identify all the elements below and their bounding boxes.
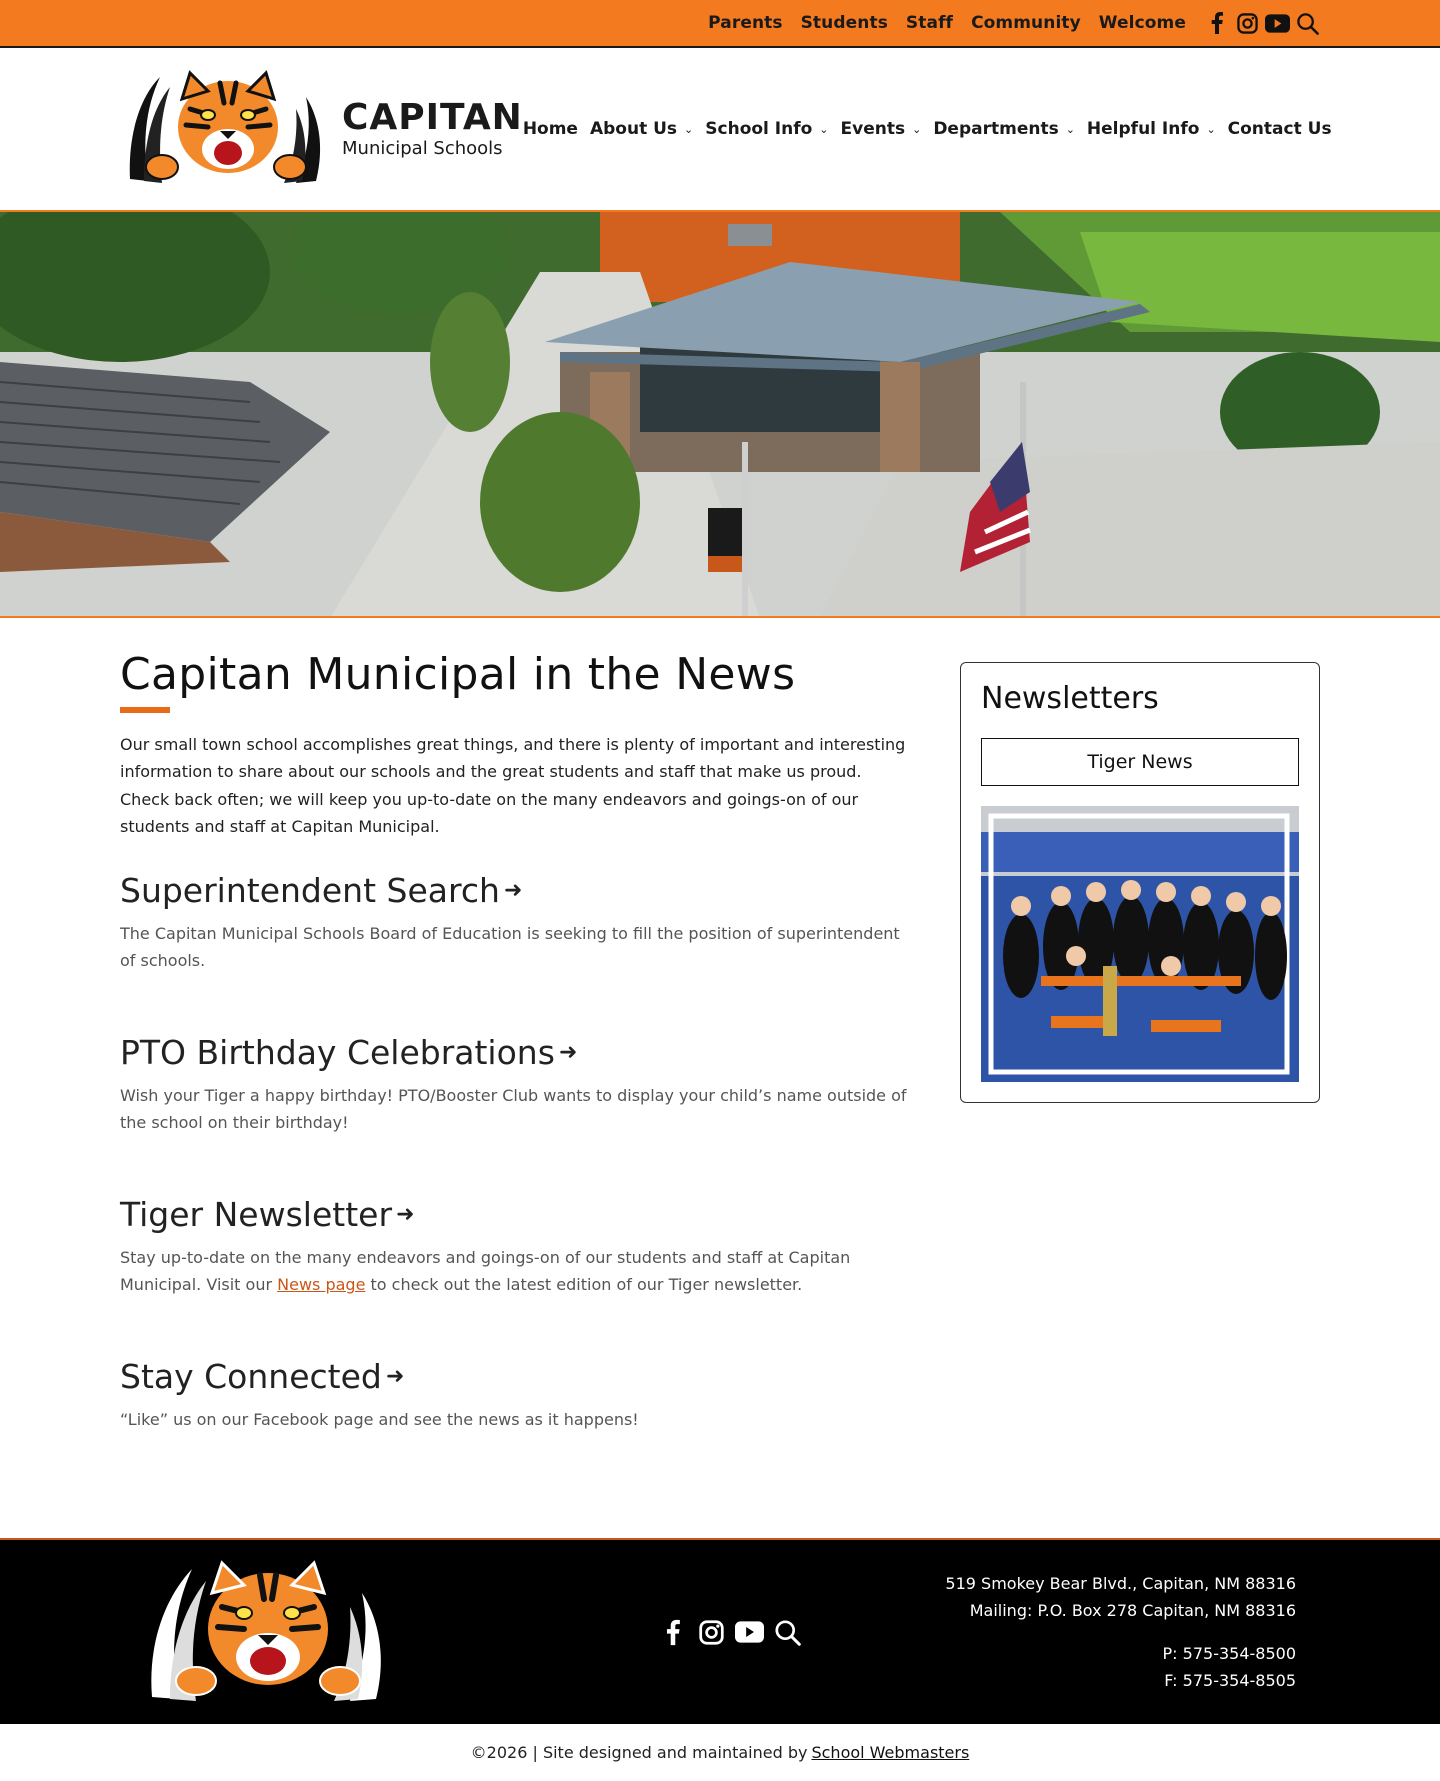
footer-social-icons bbox=[656, 1615, 804, 1649]
audience-nav bbox=[708, 13, 1186, 33]
news-item bbox=[120, 871, 910, 975]
nav-label: Helpful Info bbox=[1086, 119, 1200, 139]
news-column bbox=[120, 650, 910, 1538]
news-summary bbox=[120, 1244, 910, 1299]
nav-label: Events bbox=[840, 119, 906, 139]
chevron-down-icon: ⌄ bbox=[1065, 122, 1075, 136]
nav-label: About Us bbox=[589, 119, 678, 139]
search-icon[interactable] bbox=[770, 1615, 804, 1649]
arrow-right-icon[interactable]: ➜ bbox=[385, 1363, 405, 1389]
social-icons bbox=[1204, 10, 1320, 36]
summary-text: to check out the latest edition of our Tiger newsletter. bbox=[370, 1275, 803, 1295]
school-webmasters-link[interactable]: School Webmasters bbox=[811, 1742, 970, 1762]
arrow-right-icon[interactable]: ➜ bbox=[503, 877, 523, 903]
tiger-news-button[interactable]: Tiger News bbox=[981, 738, 1299, 786]
search-icon[interactable] bbox=[1294, 10, 1320, 36]
site-footer bbox=[0, 1538, 1440, 1724]
hero-campus-photo bbox=[0, 212, 1440, 618]
news-item bbox=[120, 1033, 910, 1137]
news-summary: The Capitan Municipal Schools Board of Education is seeking to fill the position of superintendent of schools. bbox=[120, 923, 900, 971]
topnav-students[interactable]: Students bbox=[800, 13, 888, 33]
nav-school-info[interactable] bbox=[705, 119, 828, 139]
nav-label: Home bbox=[522, 119, 578, 139]
nav-home[interactable] bbox=[523, 119, 578, 139]
street-address: 519 Smokey Bear Blvd., Capitan, NM 88316 bbox=[945, 1574, 1296, 1593]
youtube-icon[interactable] bbox=[1264, 10, 1290, 36]
nav-label: School Info bbox=[705, 119, 813, 139]
main-content bbox=[0, 618, 1440, 1538]
arrow-right-icon[interactable]: ➜ bbox=[558, 1039, 578, 1065]
arrow-right-icon[interactable]: ➜ bbox=[396, 1201, 415, 1227]
news-title-superintendent-search[interactable]: Superintendent Search bbox=[120, 870, 500, 910]
chevron-down-icon: ⌄ bbox=[1206, 122, 1216, 136]
youtube-icon[interactable] bbox=[732, 1615, 766, 1649]
fax-number: F: 575-354-8505 bbox=[1164, 1671, 1296, 1690]
site-logo[interactable] bbox=[120, 69, 523, 189]
newsletters-heading: Newsletters bbox=[981, 681, 1159, 716]
news-title-tiger-newsletter[interactable]: Tiger Newsletter bbox=[120, 1194, 393, 1234]
facebook-icon[interactable] bbox=[656, 1615, 690, 1649]
copyright-bar bbox=[0, 1724, 1440, 1780]
tiger-logo-icon bbox=[120, 69, 330, 189]
footer-contact bbox=[945, 1570, 1296, 1694]
topnav-parents[interactable]: Parents bbox=[708, 13, 783, 33]
nav-events[interactable] bbox=[841, 119, 922, 139]
chevron-down-icon: ⌄ bbox=[819, 122, 829, 136]
page-title: Capitan Municipal in the News bbox=[120, 649, 796, 700]
topnav-welcome[interactable]: Welcome bbox=[1098, 13, 1186, 33]
news-page-link[interactable]: News page bbox=[277, 1275, 366, 1295]
news-title-pto-birthday[interactable]: PTO Birthday Celebrations bbox=[120, 1032, 555, 1072]
news-title-stay-connected[interactable]: Stay Connected bbox=[120, 1356, 382, 1396]
nav-departments[interactable] bbox=[933, 119, 1075, 139]
nav-label: Departments bbox=[933, 119, 1059, 139]
news-summary: “Like” us on our Facebook page and see the news as it happens! bbox=[120, 1409, 639, 1429]
instagram-icon[interactable] bbox=[1234, 10, 1260, 36]
chevron-down-icon: ⌄ bbox=[684, 122, 694, 136]
newsletters-card bbox=[960, 662, 1320, 1103]
nav-helpful-info[interactable] bbox=[1087, 119, 1216, 139]
logo-subtitle: Municipal Schools bbox=[342, 137, 503, 159]
nav-contact-us[interactable] bbox=[1228, 119, 1332, 139]
summary-text: Stay up-to-date on the many endeavors and goings-on of our students and staff at Capitan Municipal. Visit our bbox=[120, 1247, 851, 1295]
news-item bbox=[120, 1195, 910, 1299]
instagram-icon[interactable] bbox=[694, 1615, 728, 1649]
cheer-team-photo[interactable] bbox=[981, 806, 1299, 1082]
top-utility-bar bbox=[0, 0, 1440, 48]
title-underline bbox=[120, 707, 170, 713]
nav-label: Contact Us bbox=[1227, 119, 1332, 139]
mailing-address: Mailing: P.O. Box 278 Capitan, NM 88316 bbox=[969, 1601, 1296, 1620]
site-header bbox=[0, 48, 1440, 212]
nav-about-us[interactable] bbox=[590, 119, 693, 139]
sidebar bbox=[960, 662, 1320, 1538]
news-summary: Wish your Tiger a happy birthday! PTO/Booster Club wants to display your child’s name outside of the school on their birthday! bbox=[120, 1085, 907, 1133]
main-nav bbox=[523, 119, 1332, 139]
news-item bbox=[120, 1357, 910, 1434]
facebook-icon[interactable] bbox=[1204, 10, 1230, 36]
topnav-staff[interactable]: Staff bbox=[905, 13, 954, 33]
topnav-community[interactable]: Community bbox=[971, 13, 1081, 33]
logo-name: CAPITAN bbox=[342, 96, 523, 138]
copyright-text: ©2026 | Site designed and maintained by bbox=[470, 1742, 808, 1762]
intro-paragraph: Our small town school accomplishes great things, and there is plenty of important and interesting information to share about our schools and the great students and staff that make us proud. Check back often; we will keep you up-to-date on the many endeavors and goings-on of our students and staff at Capitan Municipal. bbox=[120, 734, 906, 837]
phone-link[interactable]: P: 575-354-8500 bbox=[1162, 1644, 1296, 1663]
chevron-down-icon: ⌄ bbox=[912, 122, 922, 136]
tiger-logo-icon[interactable] bbox=[140, 1557, 390, 1707]
